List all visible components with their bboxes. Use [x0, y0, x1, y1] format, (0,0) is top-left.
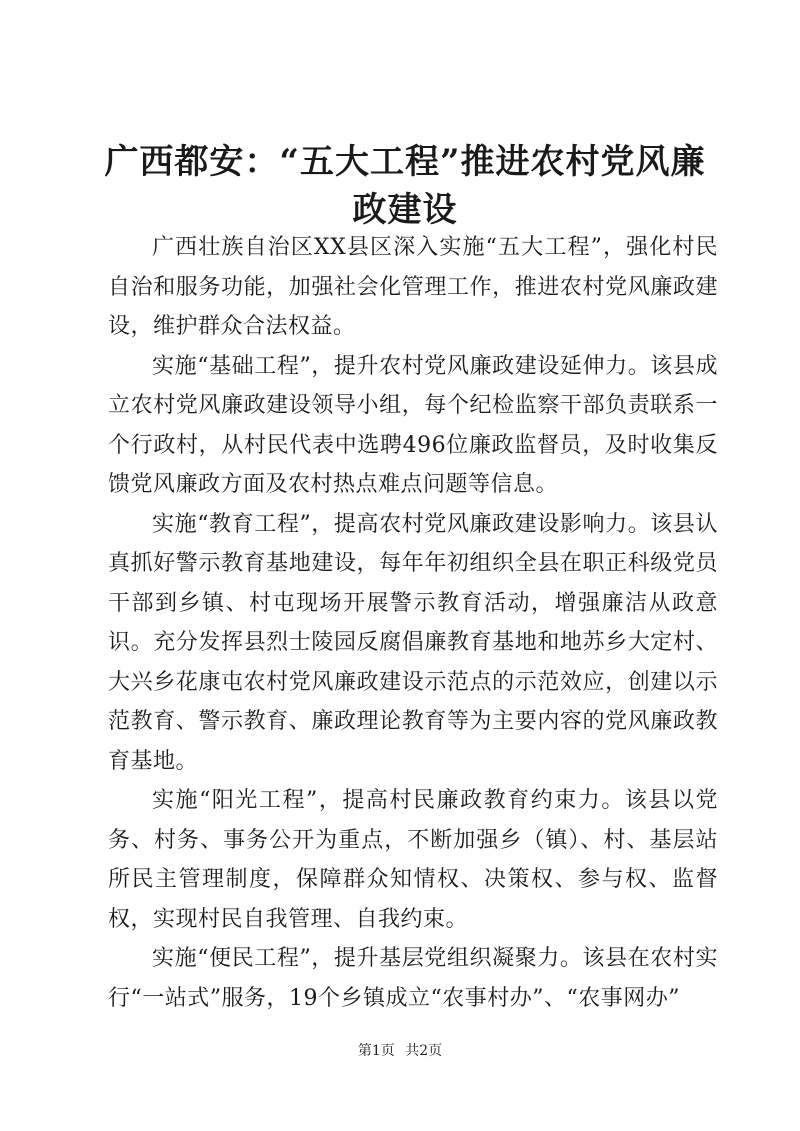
paragraph: 广西壮族自治区XX县区深入实施“五大工程”，强化村民自治和服务功能，加强社会化管理工作，推进农村党风廉政建设，维护群众合法权益。 [108, 235, 718, 339]
document-title: 广西都安：“五大工程”推进农村党风廉政建设 [104, 142, 706, 230]
page-footer [0, 1040, 800, 1060]
paragraph: 实施“便民工程”，提升基层党组织凝聚力。该县在农村实行“一站式”服务，19个乡镇成立“农事村办”、“农事网办” [108, 946, 718, 1011]
document-body [108, 228, 718, 1018]
page-number-current: 第1页 [357, 1043, 395, 1059]
page-number-total: 共2页 [405, 1043, 443, 1059]
paragraph: 实施“教育工程”，提高农村党风廉政建设影响力。该县认真抓好警示教育基地建设，每年年初组织全县在职正科级党员干部到乡镇、村屯现场开展警示教育活动，增强廉洁从政意识。充分发挥县烈士陵园反腐倡廉教育基地和地苏乡大定村、大兴乡花康屯农村党风廉政建设示范点的示范效应，创建以示范教育、警示教育、廉政理论教育等为主要内容的党风廉政教育基地。 [108, 511, 718, 774]
paragraph: 实施“基础工程”，提升农村党风廉政建设延伸力。该县成立农村党风廉政建设领导小组，每个纪检监察干部负责联系一个行政村，从村民代表中选聘496位廉政监督员，及时收集反馈党风廉政方面及农村热点难点问题等信息。 [108, 353, 718, 497]
paragraph: 实施“阳光工程”，提高村民廉政教育约束力。该县以党务、村务、事务公开为重点，不断加强乡（镇）、村、基层站所民主管理制度，保障群众知情权、决策权、参与权、监督权，实现村民自我管理、自我约束。 [108, 788, 718, 932]
